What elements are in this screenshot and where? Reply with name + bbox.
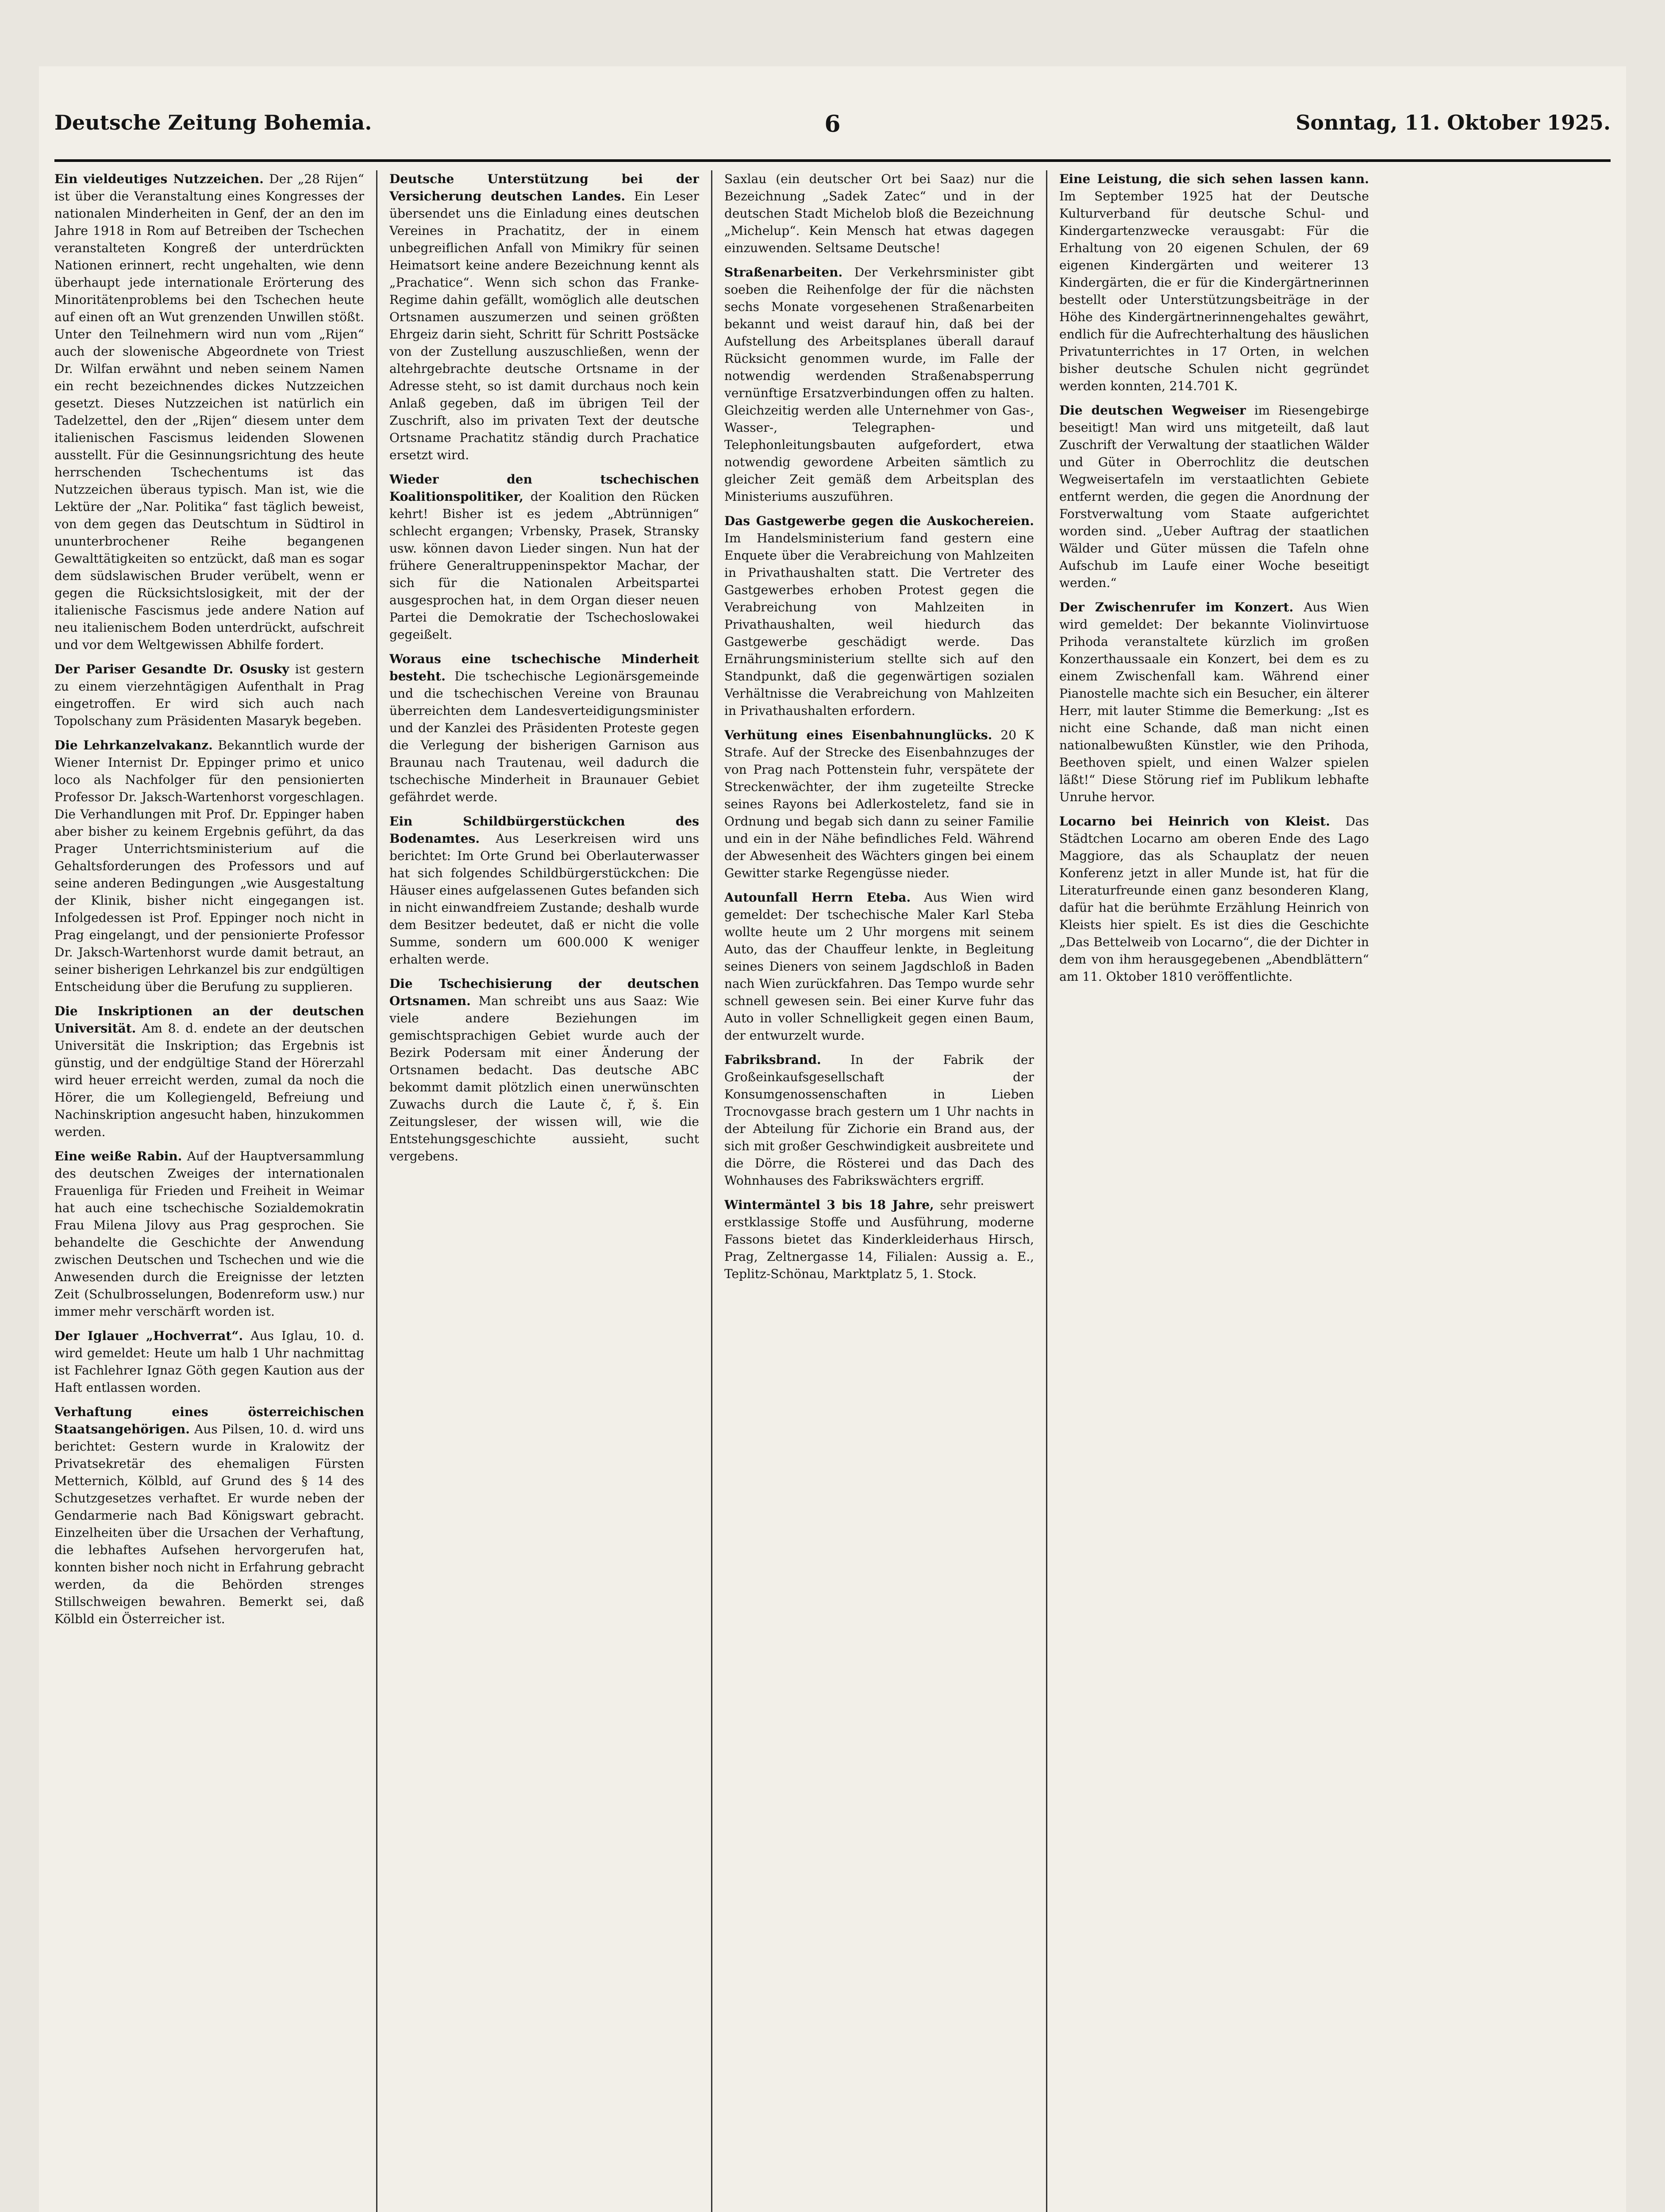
column-divider: [376, 170, 377, 2212]
article-headline: Verhütung eines Eisenbahnunglücks.: [724, 728, 992, 742]
article: [54, 170, 364, 653]
article-body: der Koalition den Rücken kehrt! Bisher ist es jedem „Abtrünnigen“ schlecht ergangen; Vrbensky, Prasek, Stransky usw. können davon Lieder singen. Nun hat der frühere Generaltruppeninspektor Machar, der sich für die Nationalen Arbeitspartei ausgesprochen hat, in dem Organ dieser neuen Partei die Demokratie der Tschechoslowakei gegeißelt.: [389, 489, 699, 642]
page-number: 6: [824, 111, 841, 138]
article: [724, 889, 1034, 1044]
column-3: [724, 170, 1034, 2212]
article-headline: Der Pariser Gesandte Dr. Osusky: [54, 662, 289, 676]
article-headline: Die Inskriptionen an der deutschen Universität.: [54, 1004, 364, 1036]
article-body: Aus Iglau, 10. d. wird gemeldet: Heute um halb 1 Uhr nachmittag ist Fachlehrer Ignaz Göth gegen Kaution aus der Haft entlassen worden.: [54, 1329, 364, 1395]
article-headline: Fabriksbrand.: [724, 1052, 821, 1067]
article-headline: Der Zwischenrufer im Konzert.: [1059, 600, 1294, 614]
article-body: Die tschechische Legionärsgemeinde und die tschechischen Vereine von Braunau überreichten dem Landesverteidigungsminister und der Kanzlei des Präsidenten Proteste gegen die Verlegung der bisherigen Garnison aus Braunau nach Trautenau, weil dadurch die tschechische Minderheit in Braunauer Gebiet gefährdet werde.: [389, 669, 699, 804]
article-body: Aus Pilsen, 10. d. wird uns berichtet: Gestern wurde in Kralowitz der Privatsekretär des ehemaligen Fürsten Metternich, Kölbld, auf Grund des § 14 des Schutzgesetzes verhaftet. Er wurde neben der Gendarmerie nach Bad Königswart gebracht. Einzelheiten über die Ursachen der Verhaftung, die lebhaftes Aufsehen hervorgerufen hat, konnten bisher noch nicht in Erfahrung gebracht werden, da die Behörden strenges Stillschweigen bewahren. Bemerkt sei, daß Kölbld ein Österreicher ist.: [54, 1422, 364, 1626]
article-headline: Eine weiße Rabin.: [54, 1149, 182, 1164]
article-body: Der „28 Rijen“ ist über die Veranstaltung eines Kongresses der nationalen Minderheiten in Genf, der an den im Jahre 1918 in Rom auf Betreiben der Tschechen veranstalteten Kongreß der unterdrückten Nationen erinnert, recht ungehalten, wie denn überhaupt jede internationale Erörterung des Minoritätenproblems bei den Tschechen heute auf einen oft an Wut grenzenden Unwillen stößt. Unter den Teilnehmern wird nun vom „Rijen“ auch der slowenische Abgeordnete von Triest Dr. Wilfan erwähnt und neben seinem Namen ein recht bezeichnendes dickes Nutzzeichen gesetzt. Dieses Nutzzeichen ist natürlich ein Tadelzettel, den der „Rijen“ diesem unter dem italienischen Fascismus leidenden Slowenen ausstellt. Für die Gesinnungsrichtung des heute herrschenden Tschechentums ist das Nutzzeichen überaus typisch. Man ist, wie die Lektüre der „Nar. Politika“ fast täglich beweist, von dem gegen das Deutschtum in Südtirol in ununterbrochener Reihe begangenen Gewalttätigkeiten so entzückt, daß man es sogar dem südslawischen Bruder verübelt, wenn er gegen die Rücksichtslosigkeit, mit der der italienische Fascismus jede andere Nation auf neu italienischem Boden unterdrückt, aufschreit und vor dem Weltgewissen Abhilfe fordert.: [54, 172, 364, 652]
article-headline: Die Tschechisierung der deutschen Ortsnamen.: [389, 976, 699, 1008]
column-1: [54, 170, 364, 2212]
article: [54, 1327, 364, 1396]
article-headline: Locarno bei Heinrich von Kleist.: [1059, 814, 1330, 829]
article-headline: Ein Schildbürgerstückchen des Bodenamtes.: [389, 814, 699, 846]
article-headline: Das Gastgewerbe gegen die Auskochereien.: [724, 514, 1034, 528]
article: [389, 975, 699, 1165]
article-body: Saxlau (ein deutscher Ort bei Saaz) nur die Bezeichnung „Sadek Zatec“ und in der deutschen Stadt Michelob bloß die Bezeichnung „Michelup“. Kein Mensch hat etwas dagegen einzuwenden. Seltsame Deutsche!: [724, 172, 1034, 255]
newspaper-page: [39, 66, 1626, 2212]
issue-date: Sonntag, 11. Oktober 1925.: [1296, 111, 1611, 134]
article-headline: Wintermäntel 3 bis 18 Jahre,: [724, 1198, 934, 1212]
article: [54, 1148, 364, 1320]
article: [1059, 599, 1369, 806]
article-headline: Eine Leistung, die sich sehen lassen kann.: [1059, 172, 1369, 186]
article: [724, 1196, 1034, 1283]
column-4: [1059, 170, 1369, 2212]
article: [724, 264, 1034, 505]
article: [389, 471, 699, 643]
article-headline: Die Lehrkanzelvakanz.: [54, 738, 213, 753]
article-body: Ein Leser übersendet uns die Einladung eines deutschen Vereines in Prachatitz, der in einem unbegreiflichen Anfall von Mimikry für seinen Heimatsort keine andere Bezeichnung kennt als „Prachatice“. Wenn sich schon das Franke-Regime dahin gefällt, womöglich alle deutschen Ortsnamen auszumerzen und seinen größten Ehrgeiz darin sieht, Schritt für Schritt Postsäcke von der Zustellung auszuschließen, wenn der altehrgebrachte deutsche Ortsname in der Adresse steht, so ist damit durchaus noch kein Anlaß gegeben, daß im übrigen Teil der Zuschrift, also im privaten Text der deutsche Ortsname Prachatitz ständig durch Prachatice ersetzt wird.: [389, 189, 699, 462]
article-headline: Woraus eine tschechische Minderheit besteht.: [389, 652, 699, 684]
article: [389, 650, 699, 806]
article: [724, 170, 1034, 257]
article: [1059, 813, 1369, 985]
article-body: Im Handelsministerium fand gestern eine Enquete über die Verabreichung von Mahlzeiten in Privathaushalten statt. Die Vertreter des Gastgewerbes erhoben Protest gegen die Verabreichung von Mahlzeiten in Privathaushalten, weil hiedurch das Gastgewerbe geschädigt werde. Das Ernährungsministerium stellte sich auf den Standpunkt, daß die gegenwärtigen sozialen Verhältnisse die Verabreichung von Mahlzeiten in Privathaushalten erfordern.: [724, 531, 1034, 718]
article: [54, 1403, 364, 1628]
article-headline: Straßenarbeiten.: [724, 265, 843, 280]
column-divider: [711, 170, 712, 2212]
article-body: Auf der Hauptversammlung des deutschen Zweiges der internationalen Frauenliga für Frieden und Freiheit in Weimar hat auch eine tschechische Sozialdemokratin Frau Milena Jilovy aus Prag gesprochen. Sie behandelte die Geschichte der Anwendung zwischen Deutschen und Tschechen und wie die Anwesenden durch die Ereignisse der letzten Zeit (Schulbrosselungen, Bodenreform usw.) nur immer mehr verschärft worden ist.: [54, 1149, 364, 1319]
article-body: Man schreibt uns aus Saaz: Wie viele andere Beziehungen im gemischtsprachigen Gebiet wurde auch der Bezirk Podersam mit einer Änderung der Ortsnamen bedacht. Das deutsche ABC bekommt damit plötzlich einen unerwünschten Zuwachs durch die Laute č, ř, š. Ein Zeitungsleser, der wissen will, wie die Entstehungsgeschichte aussieht, sucht vergebens.: [389, 994, 699, 1164]
article-body: Im September 1925 hat der Deutsche Kulturverband für deutsche Schul- und Kindergartenzwecke verausgabt: Für die Erhaltung von 20 eigenen Schulen, der 69 eigenen Kindergärten und weiterer 13 Kindergärten, die er für die Kindergärtnerinnen bestellt oder Unterstützungsbeiträge in der Höhe des Kindergärtnerinnengehaltes gewährt, endlich für die Aufrechterhaltung des häuslichen Privatunterrichtes in 17 Orten, in welchen bisher deutsche Schulen nicht gegründet werden konnten, 214.701 K.: [1059, 189, 1369, 393]
article-headline: Ein vieldeutiges Nutzzeichen.: [54, 172, 264, 186]
masthead-title: Deutsche Zeitung Bohemia.: [54, 111, 372, 134]
article-headline: Verhaftung eines österreichischen Staatsangehörigen.: [54, 1405, 364, 1436]
article-headline: Autounfall Herrn Eteba.: [724, 890, 911, 905]
article-body: Bekanntlich wurde der Wiener Internist Dr. Eppinger primo et unico loco als Nachfolger für den pensionierten Professor Dr. Jaksch-Wartenhorst vorgeschlagen. Die Verhandlungen mit Prof. Dr. Eppinger haben aber bisher zu keinem Ergebnis geführt, da das Prager Unterrichtsministerium auf die Gehaltsforderungen des Professors und auf seine anderen Bedingungen „wie Ausgestaltung der Klinik, bisher nicht eingegangen ist. Infolgedessen ist Prof. Eppinger noch nicht in Prag eingelangt, und der pensionierte Professor Dr. Jaksch-Wartenhorst wurde damit betraut, an seiner bisherigen Lehrkanzel bis zur endgültigen Entscheidung über die Berufung zu supplieren.: [54, 738, 364, 994]
article-body: ist gestern zu einem vierzehntägigen Aufenthalt in Prag eingetroffen. Er wird sich auch nach Topolschany zum Präsidenten Masaryk begeben.: [54, 662, 364, 728]
article-body: im Riesengebirge beseitigt! Man wird uns mitgeteilt, daß laut Zuschrift der Verwaltung der staatlichen Wälder und Güter in Oberrochlitz die deutschen Wegweisertafeln im verstaatlichten Gebiete entfernt werden, die gegen die Anordnung der Forstverwaltung vom Staate aufgerichtet worden sind. „Ueber Auftrag der staatlichen Wälder und Güter müssen die Tafeln ohne Aufschub im Laufe einer Woche beseitigt werden.“: [1059, 403, 1369, 590]
article-body: Aus Wien wird gemeldet: Der bekannte Violinvirtuose Prihoda veranstaltete kürzlich im großen Konzerthaussaale ein Konzert, bei dem es zu einem Zwischenfall kam. Während einer Pianostelle machte sich ein Besucher, ein älterer Herr, mit lauter Stimme die Bemerkung: „Ist es nicht eine Schande, daß man nicht einen nationalbewußten Künstler, wie den Prihoda, Beethoven spielt, und einen Walzer spielen läßt!“ Diese Störung rief im Publikum lebhafte Unruhe hervor.: [1059, 600, 1369, 804]
article-body: Aus Leserkreisen wird uns berichtet: Im Orte Grund bei Oberlauterwasser hat sich folgendes Schildbürgerstückchen: Die Häuser eines aufgelassenen Gutes befanden sich in nicht einwandfreiem Zustande; deshalb wurde dem Besitzer bedeutet, daß er nicht die volle Summe, sondern um 600.000 K weniger erhalten werde.: [389, 831, 699, 967]
article: [724, 512, 1034, 719]
article-headline: Deutsche Unterstützung bei der Versicherung deutschen Landes.: [389, 172, 699, 204]
column-divider: [1046, 170, 1047, 2212]
article-body: Der Verkehrsminister gibt soeben die Reihenfolge der für die nächsten sechs Monate vorgesehenen Straßenarbeiten bekannt und weist darauf hin, daß bei der Aufstellung des Arbeitsplanes überall darauf Rücksicht genommen wurde, im Falle der notwendig werdenden Straßenabsperrung vernünftige Ersatzverbindungen offen zu halten. Gleichzeitig werden alle Unternehmer von Gas-, Wasser-, Telegraphen- und Telephonleitungsbauten aufgefordert, etwa notwendig gewordene Arbeiten sämtlich zu gleicher Zeit gemäß dem Arbeitsplan des Ministeriums auszuführen.: [724, 265, 1034, 504]
article: [54, 737, 364, 995]
article: [724, 1051, 1034, 1189]
article: [389, 170, 699, 464]
article-body: sehr preiswert erstklassige Stoffe und Ausführung, moderne Fassons bietet das Kinderkleiderhaus Hirsch, Prag, Zeltnergasse 14, Filialen: Aussig a. E., Teplitz-Schönau, Marktplatz 5, 1. Stock.: [724, 1198, 1034, 1281]
article: [1059, 170, 1369, 395]
article-body: Aus Wien wird gemeldet: Der tschechische Maler Karl Steba wollte heute um 2 Uhr morgens mit seinem Auto, das der Chauffeur lenkte, in Begleitung seines Dieners von seinem Jagdschloß in Baden nach Wien zurückfahren. Das Tempo wurde sehr schnell gewesen sein. Bei einer Kurve fuhr das Auto in voller Schnelligkeit gegen einen Baum, der entwurzelt wurde.: [724, 890, 1034, 1043]
article: [389, 813, 699, 968]
column-2: [389, 170, 699, 2212]
article-body: In der Fabrik der Großeinkaufsgesellschaft der Konsumgenossenschaften in Lieben Trocnovgasse brach gestern um 1 Uhr nachts in der Abteilung für Zichorie ein Brand aus, der sich mit großer Geschwindigkeit ausbreitete und die Dörre, die Rösterei und das Dach des Wohnhauses des Fabrikswächters ergriff.: [724, 1052, 1034, 1188]
article: [1059, 402, 1369, 591]
article-body: 20 K Strafe. Auf der Strecke des Eisenbahnzuges der von Prag nach Pottenstein fuhr, verspätete der Streckenwächter, der ihm zugeteilte Strecke seines Rayons bei Adlerkosteletz, fand sie in Ordnung und begab sich dann zu seiner Familie und ein in der Nähe befindliches Feld. Während der Abwesenheit des Wächters gingen bei einem Gewitter starke Regengüsse nieder.: [724, 728, 1034, 880]
article-headline: Wieder den tschechischen Koalitionspolitiker,: [389, 472, 699, 504]
article: [724, 726, 1034, 882]
article: [54, 661, 364, 730]
article-body: Am 8. d. endete an der deutschen Universität die Inskription; das Ergebnis ist günstig, und der endgültige Stand der Hörerzahl wird heuer erreicht werden, zumal da noch die Hörer, die um Kollegiengeld, Befreiung und Nachinskription angesucht haben, hinzukommen werden.: [54, 1021, 364, 1139]
article-body: Das Städtchen Locarno am oberen Ende des Lago Maggiore, das als Schauplatz der neuen Konferenz jetzt in aller Munde ist, hat für die Literaturfreunde einen ganz besonderen Klang, dafür hat die berühmte Erzählung Heinrich von Kleists hier spielt. Es ist dies die Geschichte „Das Bettelweib von Locarno“, die der Dichter in dem von ihm herausgegebenen „Abendblättern“ am 11. Oktober 1810 veröffentlichte.: [1059, 814, 1369, 984]
article: [54, 1002, 364, 1141]
article-headline: Die deutschen Wegweiser: [1059, 403, 1246, 418]
header-divider: [54, 159, 1611, 162]
page-header: [54, 102, 1611, 155]
text-columns: [54, 170, 1611, 2212]
article-headline: Der Iglauer „Hochverrat“.: [54, 1329, 243, 1343]
